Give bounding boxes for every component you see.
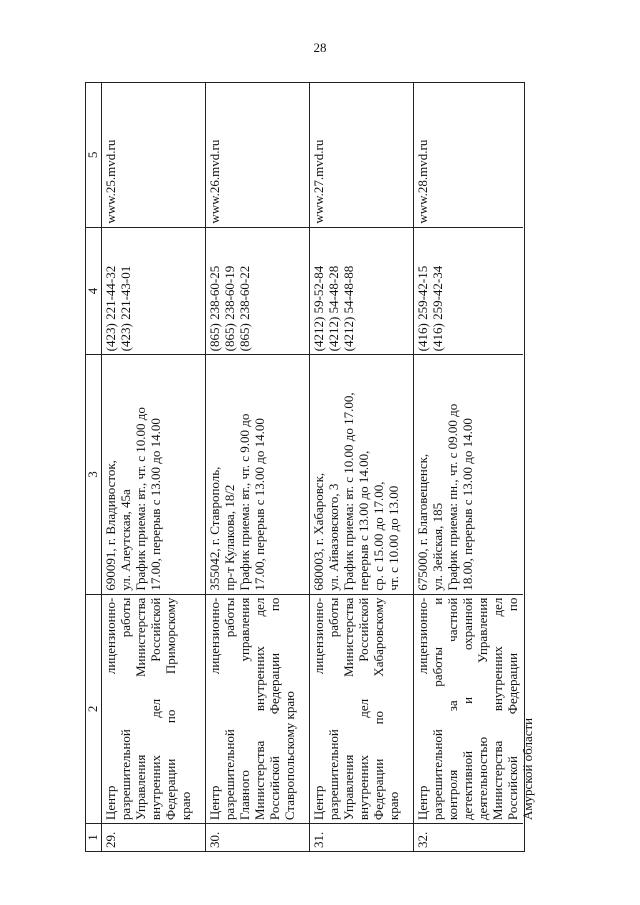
header-col-2: 2 [86, 594, 101, 823]
table-row [102, 83, 206, 851]
office-address: 675000, г. Благовещенск, ул. Зейская, 185 График приема: пн., чт. с 09.00 до 18.00, перерыв с 13.00 до 14.00 [414, 354, 523, 593]
row-number: 32. [414, 823, 523, 851]
header-col-4: 4 [86, 227, 101, 355]
office-phones: (416) 259-42-15 (416) 259-42-34 [414, 227, 523, 355]
table-row [310, 83, 414, 851]
offices-table [85, 82, 535, 852]
office-website-link[interactable]: www.26.mvd.ru [207, 139, 222, 224]
office-name: Центр лицензионно- разрешительной работы Главного управления Министерства внутренних дел Российской Федерации по Ставропольскому краю [206, 594, 309, 823]
header-col-3: 3 [86, 354, 101, 593]
row-number: 30. [206, 823, 309, 851]
table-row [414, 83, 535, 851]
table-header-row [86, 83, 102, 851]
row-number: 29. [102, 823, 205, 851]
office-website-link[interactable]: www.27.mvd.ru [311, 139, 326, 224]
office-address: 355042, г. Ставрополь, пр-т Кулакова, 18/2 График приема: вт., чт. с 9.00 до 17.00, перерыв с 13.00 до 14.00 [206, 354, 309, 593]
office-name: Центр лицензионно- разрешительной работы Управления Министерства внутренних дел Российской Федерации по Хабаровскому краю [310, 594, 413, 823]
office-address: 690091, г. Владивосток, ул. Алеутская, 45а График приема: вт., чт. с 10.00 до 17.00, перерыв с 13.00 до 14.00 [102, 354, 205, 593]
office-name: Центр лицензионно- разрешительной работы и контроля за частной детективной и охранной деятельностью Управления Министерства внутренних дел Российской Федерации по Амурской области [414, 594, 523, 823]
office-address: 680003, г. Хабаровск, ул. Айвазовского, 3 График приема: вт. с 10.00 до 17.00, перерыв с 13.00 до 14.00, ср. с 15.00 до 17.00, чт. с 10.00 до 13.00 [310, 354, 413, 593]
table-rotator [85, 82, 535, 852]
header-col-1: 1 [86, 823, 101, 851]
office-phones: (423) 221-44-32 (423) 221-43-01 [102, 227, 205, 355]
page-number: 28 [313, 40, 327, 55]
office-website-link[interactable]: www.25.mvd.ru [103, 139, 118, 224]
office-name: Центр лицензионно- разрешительной работы Управления Министерства внутренних дел Российской Федерации по Приморскому краю [102, 594, 205, 823]
office-phones: (865) 238-60-25 (865) 238-60-19 (865) 238-60-22 [206, 227, 309, 355]
row-number: 31. [310, 823, 413, 851]
table-row [206, 83, 310, 851]
office-website-link[interactable]: www.28.mvd.ru [415, 139, 430, 224]
header-col-5: 5 [85, 151, 100, 159]
office-phones: (4212) 59-52-84 (4212) 54-48-28 (4212) 54-48-88 [310, 227, 413, 355]
